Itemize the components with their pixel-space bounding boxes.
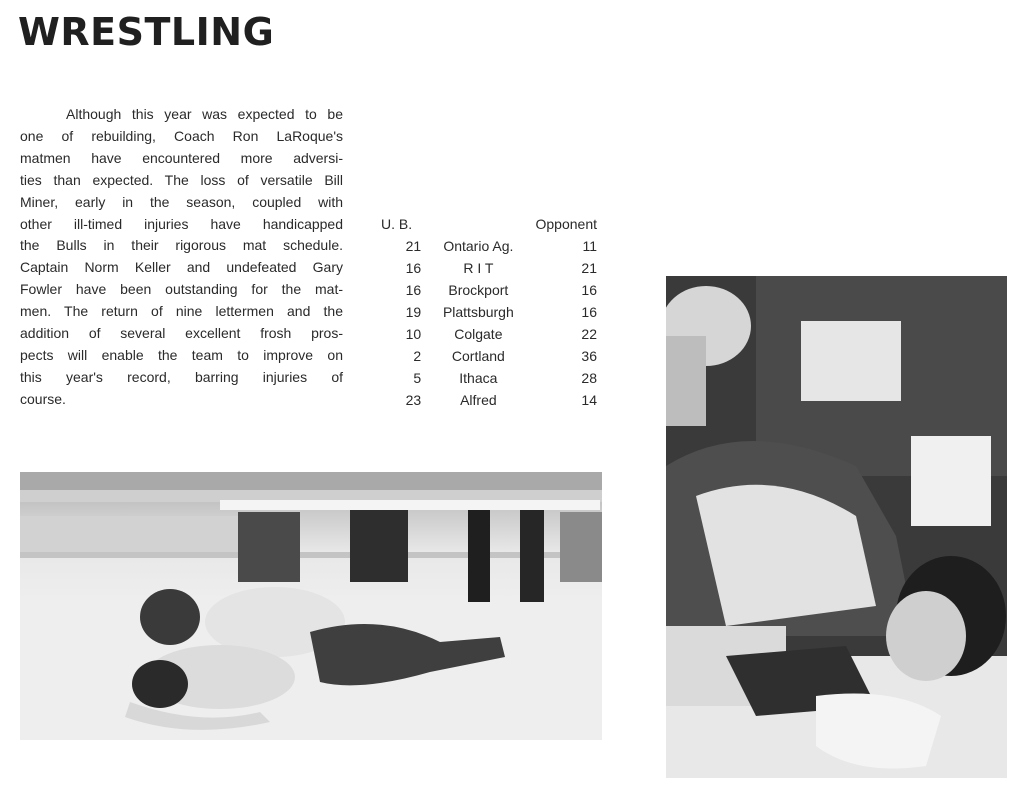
wrestling-match-photo — [20, 472, 602, 740]
header-ub: U. B. — [381, 216, 413, 232]
ub-score: 16 — [405, 282, 422, 298]
opponent-score: 21 — [581, 260, 597, 276]
table-row — [379, 235, 601, 257]
opponent-name: Ontario Ag. — [443, 238, 514, 254]
ub-score: 2 — [413, 348, 422, 364]
article-line: pects will enable the team to improve on — [20, 346, 343, 363]
article-line: other ill-timed injuries have handicapped — [20, 215, 343, 232]
wrestler-closeup-illustration — [666, 276, 1007, 778]
opponent-score: 16 — [581, 282, 597, 298]
table-row — [379, 345, 601, 367]
ub-score: 21 — [405, 238, 422, 254]
opponent-name: Ithaca — [459, 370, 498, 386]
header-opponent: Opponent — [535, 216, 597, 232]
table-row — [379, 257, 601, 279]
opponent-score: 14 — [581, 392, 597, 408]
opponent-name: R I T — [463, 260, 494, 276]
opponent-score: 16 — [581, 304, 597, 320]
article-line: Although this year was expected to be — [66, 106, 343, 122]
article-line: Captain Norm Keller and undefeated Gary — [20, 259, 343, 276]
table-header-row — [379, 213, 601, 235]
article-line: ties than expected. The loss of versatile Bill — [20, 171, 343, 188]
table-row — [379, 367, 601, 389]
wrestling-match-illustration — [20, 472, 602, 740]
ub-score: 10 — [405, 326, 422, 342]
opponent-score: 28 — [581, 370, 597, 386]
page-title: WRESTLING — [18, 10, 275, 54]
opponent-name: Cortland — [451, 348, 505, 364]
ub-score: 16 — [405, 260, 422, 276]
article-line: this year's record, barring injuries of — [20, 368, 343, 385]
opponent-name: Colgate — [454, 326, 503, 342]
header-team — [421, 213, 535, 235]
ub-score: 19 — [405, 304, 422, 320]
opponent-name: Brockport — [448, 282, 509, 298]
opponent-score: 36 — [581, 348, 597, 364]
opponent-score: 22 — [581, 326, 597, 342]
table-row — [379, 279, 601, 301]
article-line: Fowler have been outstanding for the mat- — [20, 281, 343, 298]
table-row — [379, 323, 601, 345]
article-line: the Bulls in their rigorous mat schedule. — [20, 237, 343, 254]
wrestler-takedown-photo — [666, 276, 1007, 778]
article-line: men. The return of nine lettermen and the — [20, 303, 343, 320]
article-line: one of rebuilding, Coach Ron LaRoque's — [20, 127, 343, 144]
article-line: matmen have encountered more adversi- — [20, 149, 343, 166]
season-results-table — [379, 213, 601, 411]
article-line: addition of several excellent frosh pros- — [20, 325, 343, 342]
table-row — [379, 389, 601, 411]
table-row — [379, 301, 601, 323]
article-line: Miner, early in the season, coupled with — [20, 193, 343, 210]
ub-score: 23 — [405, 392, 422, 408]
article-text — [20, 104, 343, 411]
article-line: course. — [20, 390, 66, 407]
opponent-name: Plattsburgh — [442, 304, 514, 320]
opponent-name: Alfred — [460, 392, 497, 408]
opponent-score: 11 — [582, 238, 597, 254]
ub-score: 5 — [413, 370, 422, 386]
